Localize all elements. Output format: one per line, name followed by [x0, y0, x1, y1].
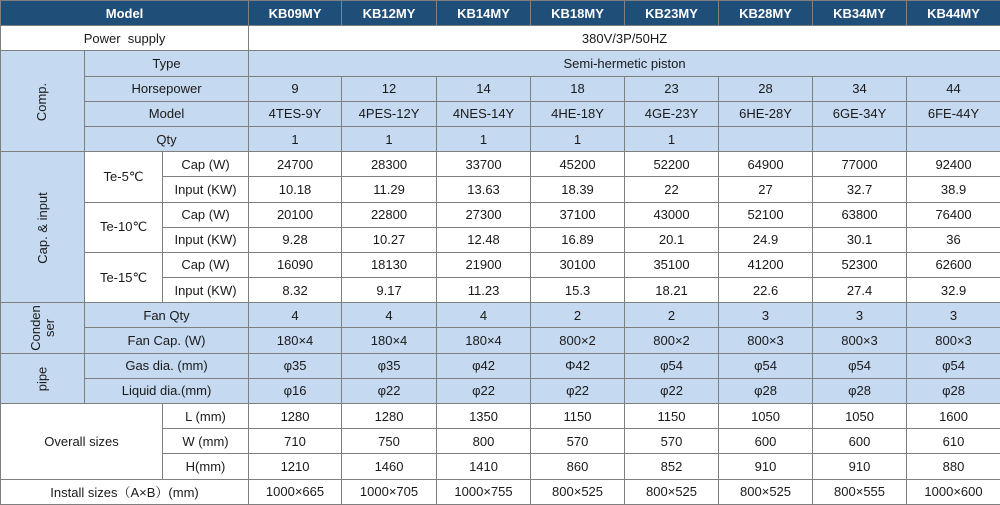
install-size-cell: 800×525	[719, 479, 813, 504]
condenser-group-label: Conden ser	[1, 303, 85, 353]
gas-dia-cell: φ54	[719, 353, 813, 378]
length-cell: 1150	[625, 404, 719, 429]
install-sizes-row	[1, 479, 1000, 504]
compressor-model-label: Model	[85, 101, 249, 126]
cap-label: Cap (W)	[163, 252, 249, 277]
input-cell: 22.6	[719, 278, 813, 303]
input-cell: 24.9	[719, 227, 813, 252]
compressor-model-row	[1, 101, 1000, 126]
fan-cap-cell: 800×2	[531, 328, 625, 353]
cap-cell: 45200	[531, 152, 625, 177]
compressor-model-cell: 4GE-23Y	[625, 101, 719, 126]
type-value: Semi-hermetic piston	[249, 51, 1000, 76]
liquid-dia-cell: φ28	[813, 378, 907, 403]
te5-cap-row	[1, 152, 1000, 177]
cap-cell: 41200	[719, 252, 813, 277]
compressor-model-cell: 6HE-28Y	[719, 101, 813, 126]
cap-label: Cap (W)	[163, 152, 249, 177]
comp-group-label: Comp.	[1, 51, 85, 152]
cap-cell: 63800	[813, 202, 907, 227]
compressor-model-cell: 4TES-9Y	[249, 101, 342, 126]
gas-dia-cell: φ54	[813, 353, 907, 378]
height-cell: 1210	[249, 454, 342, 479]
input-cell: 16.89	[531, 227, 625, 252]
fan-qty-cell: 4	[342, 303, 437, 328]
qty-cell: 1	[437, 126, 531, 151]
cap-input-group-label: Cap. & input	[1, 152, 85, 303]
fan-cap-cell: 800×3	[813, 328, 907, 353]
te10-cap-row	[1, 202, 1000, 227]
overall-sizes-label: Overall sizes	[1, 404, 163, 480]
input-label: Input (KW)	[163, 278, 249, 303]
install-size-cell: 800×525	[625, 479, 719, 504]
input-cell: 30.1	[813, 227, 907, 252]
input-cell: 18.39	[531, 177, 625, 202]
input-label: Input (KW)	[163, 177, 249, 202]
fan-cap-cell: 180×4	[342, 328, 437, 353]
fan-cap-cell: 800×2	[625, 328, 719, 353]
input-cell: 13.63	[437, 177, 531, 202]
input-cell: 8.32	[249, 278, 342, 303]
te10-label: Te-10℃	[85, 202, 163, 252]
cap-cell: 62600	[907, 252, 1000, 277]
model-header-cell: KB14MY	[437, 1, 531, 26]
power-supply-value: 380V/3P/50HZ	[249, 26, 1000, 51]
cap-cell: 35100	[625, 252, 719, 277]
liquid-dia-cell: φ28	[907, 378, 1000, 403]
liquid-dia-cell: φ16	[249, 378, 342, 403]
cap-cell: 20100	[249, 202, 342, 227]
fan-qty-cell: 3	[907, 303, 1000, 328]
height-cell: 852	[625, 454, 719, 479]
install-size-cell: 1000×755	[437, 479, 531, 504]
input-cell: 22	[625, 177, 719, 202]
model-header-cell: KB34MY	[813, 1, 907, 26]
length-cell: 1150	[531, 404, 625, 429]
liquid-dia-cell: φ22	[531, 378, 625, 403]
cap-cell: 92400	[907, 152, 1000, 177]
fan-cap-label: Fan Cap. (W)	[85, 328, 249, 353]
height-cell: 910	[813, 454, 907, 479]
install-sizes-label: Install sizes（A×B）(mm)	[1, 479, 249, 504]
input-cell: 10.18	[249, 177, 342, 202]
cap-cell: 52300	[813, 252, 907, 277]
height-cell: 1410	[437, 454, 531, 479]
cap-cell: 18130	[342, 252, 437, 277]
model-header-label: Model	[1, 1, 249, 26]
length-cell: 1050	[813, 404, 907, 429]
install-size-cell: 1000×600	[907, 479, 1000, 504]
horsepower-cell: 28	[719, 76, 813, 101]
horsepower-cell: 9	[249, 76, 342, 101]
horsepower-cell: 34	[813, 76, 907, 101]
length-cell: 1280	[249, 404, 342, 429]
compressor-model-cell: 6FE-44Y	[907, 101, 1000, 126]
cap-cell: 64900	[719, 152, 813, 177]
qty-label: Qty	[85, 126, 249, 151]
power-supply-label: Power supply	[1, 26, 249, 51]
qty-row	[1, 126, 1000, 151]
input-cell: 32.9	[907, 278, 1000, 303]
gas-dia-cell: Φ42	[531, 353, 625, 378]
cap-cell: 52200	[625, 152, 719, 177]
te15-cap-row	[1, 252, 1000, 277]
input-cell: 10.27	[342, 227, 437, 252]
cap-cell: 30100	[531, 252, 625, 277]
qty-cell	[719, 126, 813, 151]
install-size-cell: 1000×705	[342, 479, 437, 504]
height-cell: 910	[719, 454, 813, 479]
width-cell: 570	[625, 429, 719, 454]
fan-cap-cell: 180×4	[437, 328, 531, 353]
height-cell: 860	[531, 454, 625, 479]
cap-cell: 16090	[249, 252, 342, 277]
gas-dia-cell: φ35	[342, 353, 437, 378]
length-cell: 1600	[907, 404, 1000, 429]
model-header-cell: KB12MY	[342, 1, 437, 26]
compressor-model-cell: 4NES-14Y	[437, 101, 531, 126]
header-row	[1, 1, 1000, 26]
fan-qty-cell: 4	[437, 303, 531, 328]
fan-qty-label: Fan Qty	[85, 303, 249, 328]
horsepower-cell: 44	[907, 76, 1000, 101]
length-cell: 1280	[342, 404, 437, 429]
input-cell: 36	[907, 227, 1000, 252]
fan-qty-cell: 3	[719, 303, 813, 328]
width-cell: 750	[342, 429, 437, 454]
fan-cap-cell: 800×3	[719, 328, 813, 353]
install-size-cell: 800×555	[813, 479, 907, 504]
model-header-cell: KB09MY	[249, 1, 342, 26]
width-cell: 610	[907, 429, 1000, 454]
liquid-dia-cell: φ22	[437, 378, 531, 403]
horsepower-label: Horsepower	[85, 76, 249, 101]
qty-cell	[813, 126, 907, 151]
fan-cap-cell: 800×3	[907, 328, 1000, 353]
qty-cell	[907, 126, 1000, 151]
width-cell: 570	[531, 429, 625, 454]
cap-cell: 27300	[437, 202, 531, 227]
cap-cell: 21900	[437, 252, 531, 277]
fan-qty-cell: 4	[249, 303, 342, 328]
length-row	[1, 404, 1000, 429]
cap-cell: 33700	[437, 152, 531, 177]
liquid-dia-cell: φ28	[719, 378, 813, 403]
model-header-cell: KB28MY	[719, 1, 813, 26]
fan-qty-cell: 2	[531, 303, 625, 328]
pipe-group-label: pipe	[1, 353, 85, 403]
install-size-cell: 800×525	[531, 479, 625, 504]
horsepower-cell: 18	[531, 76, 625, 101]
power-supply-row	[1, 26, 1000, 51]
horsepower-cell: 14	[437, 76, 531, 101]
horsepower-row	[1, 76, 1000, 101]
horsepower-cell: 12	[342, 76, 437, 101]
input-cell: 12.48	[437, 227, 531, 252]
cap-cell: 77000	[813, 152, 907, 177]
model-header-cell: KB18MY	[531, 1, 625, 26]
gas-dia-cell: φ35	[249, 353, 342, 378]
qty-cell: 1	[531, 126, 625, 151]
compressor-model-cell: 4PES-12Y	[342, 101, 437, 126]
fan-cap-cell: 180×4	[249, 328, 342, 353]
length-cell: 1050	[719, 404, 813, 429]
gas-dia-label: Gas dia. (mm)	[85, 353, 249, 378]
height-cell: 1460	[342, 454, 437, 479]
comp-type-row	[1, 51, 1000, 76]
qty-cell: 1	[342, 126, 437, 151]
fan-qty-cell: 3	[813, 303, 907, 328]
cap-cell: 24700	[249, 152, 342, 177]
te5-label: Te-5℃	[85, 152, 163, 202]
liquid-dia-cell: φ22	[625, 378, 719, 403]
model-header-cell: KB23MY	[625, 1, 719, 26]
qty-cell: 1	[625, 126, 719, 151]
input-cell: 9.28	[249, 227, 342, 252]
qty-cell: 1	[249, 126, 342, 151]
input-cell: 27.4	[813, 278, 907, 303]
width-cell: 600	[813, 429, 907, 454]
length-cell: 1350	[437, 404, 531, 429]
input-cell: 38.9	[907, 177, 1000, 202]
width-cell: 710	[249, 429, 342, 454]
type-label: Type	[85, 51, 249, 76]
width-cell: 600	[719, 429, 813, 454]
install-size-cell: 1000×665	[249, 479, 342, 504]
width-label: W (mm)	[163, 429, 249, 454]
input-cell: 18.21	[625, 278, 719, 303]
gas-dia-cell: φ42	[437, 353, 531, 378]
fan-qty-row	[1, 303, 1000, 328]
input-cell: 27	[719, 177, 813, 202]
height-cell: 880	[907, 454, 1000, 479]
fan-cap-row	[1, 328, 1000, 353]
width-cell: 800	[437, 429, 531, 454]
input-cell: 20.1	[625, 227, 719, 252]
gas-dia-cell: φ54	[907, 353, 1000, 378]
model-header-cell: KB44MY	[907, 1, 1000, 26]
compressor-model-cell: 6GE-34Y	[813, 101, 907, 126]
cap-cell: 76400	[907, 202, 1000, 227]
cap-cell: 28300	[342, 152, 437, 177]
gas-dia-row	[1, 353, 1000, 378]
cap-cell: 37100	[531, 202, 625, 227]
gas-dia-cell: φ54	[625, 353, 719, 378]
input-cell: 9.17	[342, 278, 437, 303]
height-label: H(mm)	[163, 454, 249, 479]
cap-cell: 52100	[719, 202, 813, 227]
liquid-dia-row	[1, 378, 1000, 403]
input-label: Input (KW)	[163, 227, 249, 252]
liquid-dia-cell: φ22	[342, 378, 437, 403]
length-label: L (mm)	[163, 404, 249, 429]
cap-cell: 22800	[342, 202, 437, 227]
input-cell: 15.3	[531, 278, 625, 303]
horsepower-cell: 23	[625, 76, 719, 101]
input-cell: 11.23	[437, 278, 531, 303]
fan-qty-cell: 2	[625, 303, 719, 328]
input-cell: 32.7	[813, 177, 907, 202]
cap-label: Cap (W)	[163, 202, 249, 227]
cap-cell: 43000	[625, 202, 719, 227]
input-cell: 11.29	[342, 177, 437, 202]
liquid-dia-label: Liquid dia.(mm)	[85, 378, 249, 403]
te15-label: Te-15℃	[85, 252, 163, 302]
compressor-model-cell: 4HE-18Y	[531, 101, 625, 126]
